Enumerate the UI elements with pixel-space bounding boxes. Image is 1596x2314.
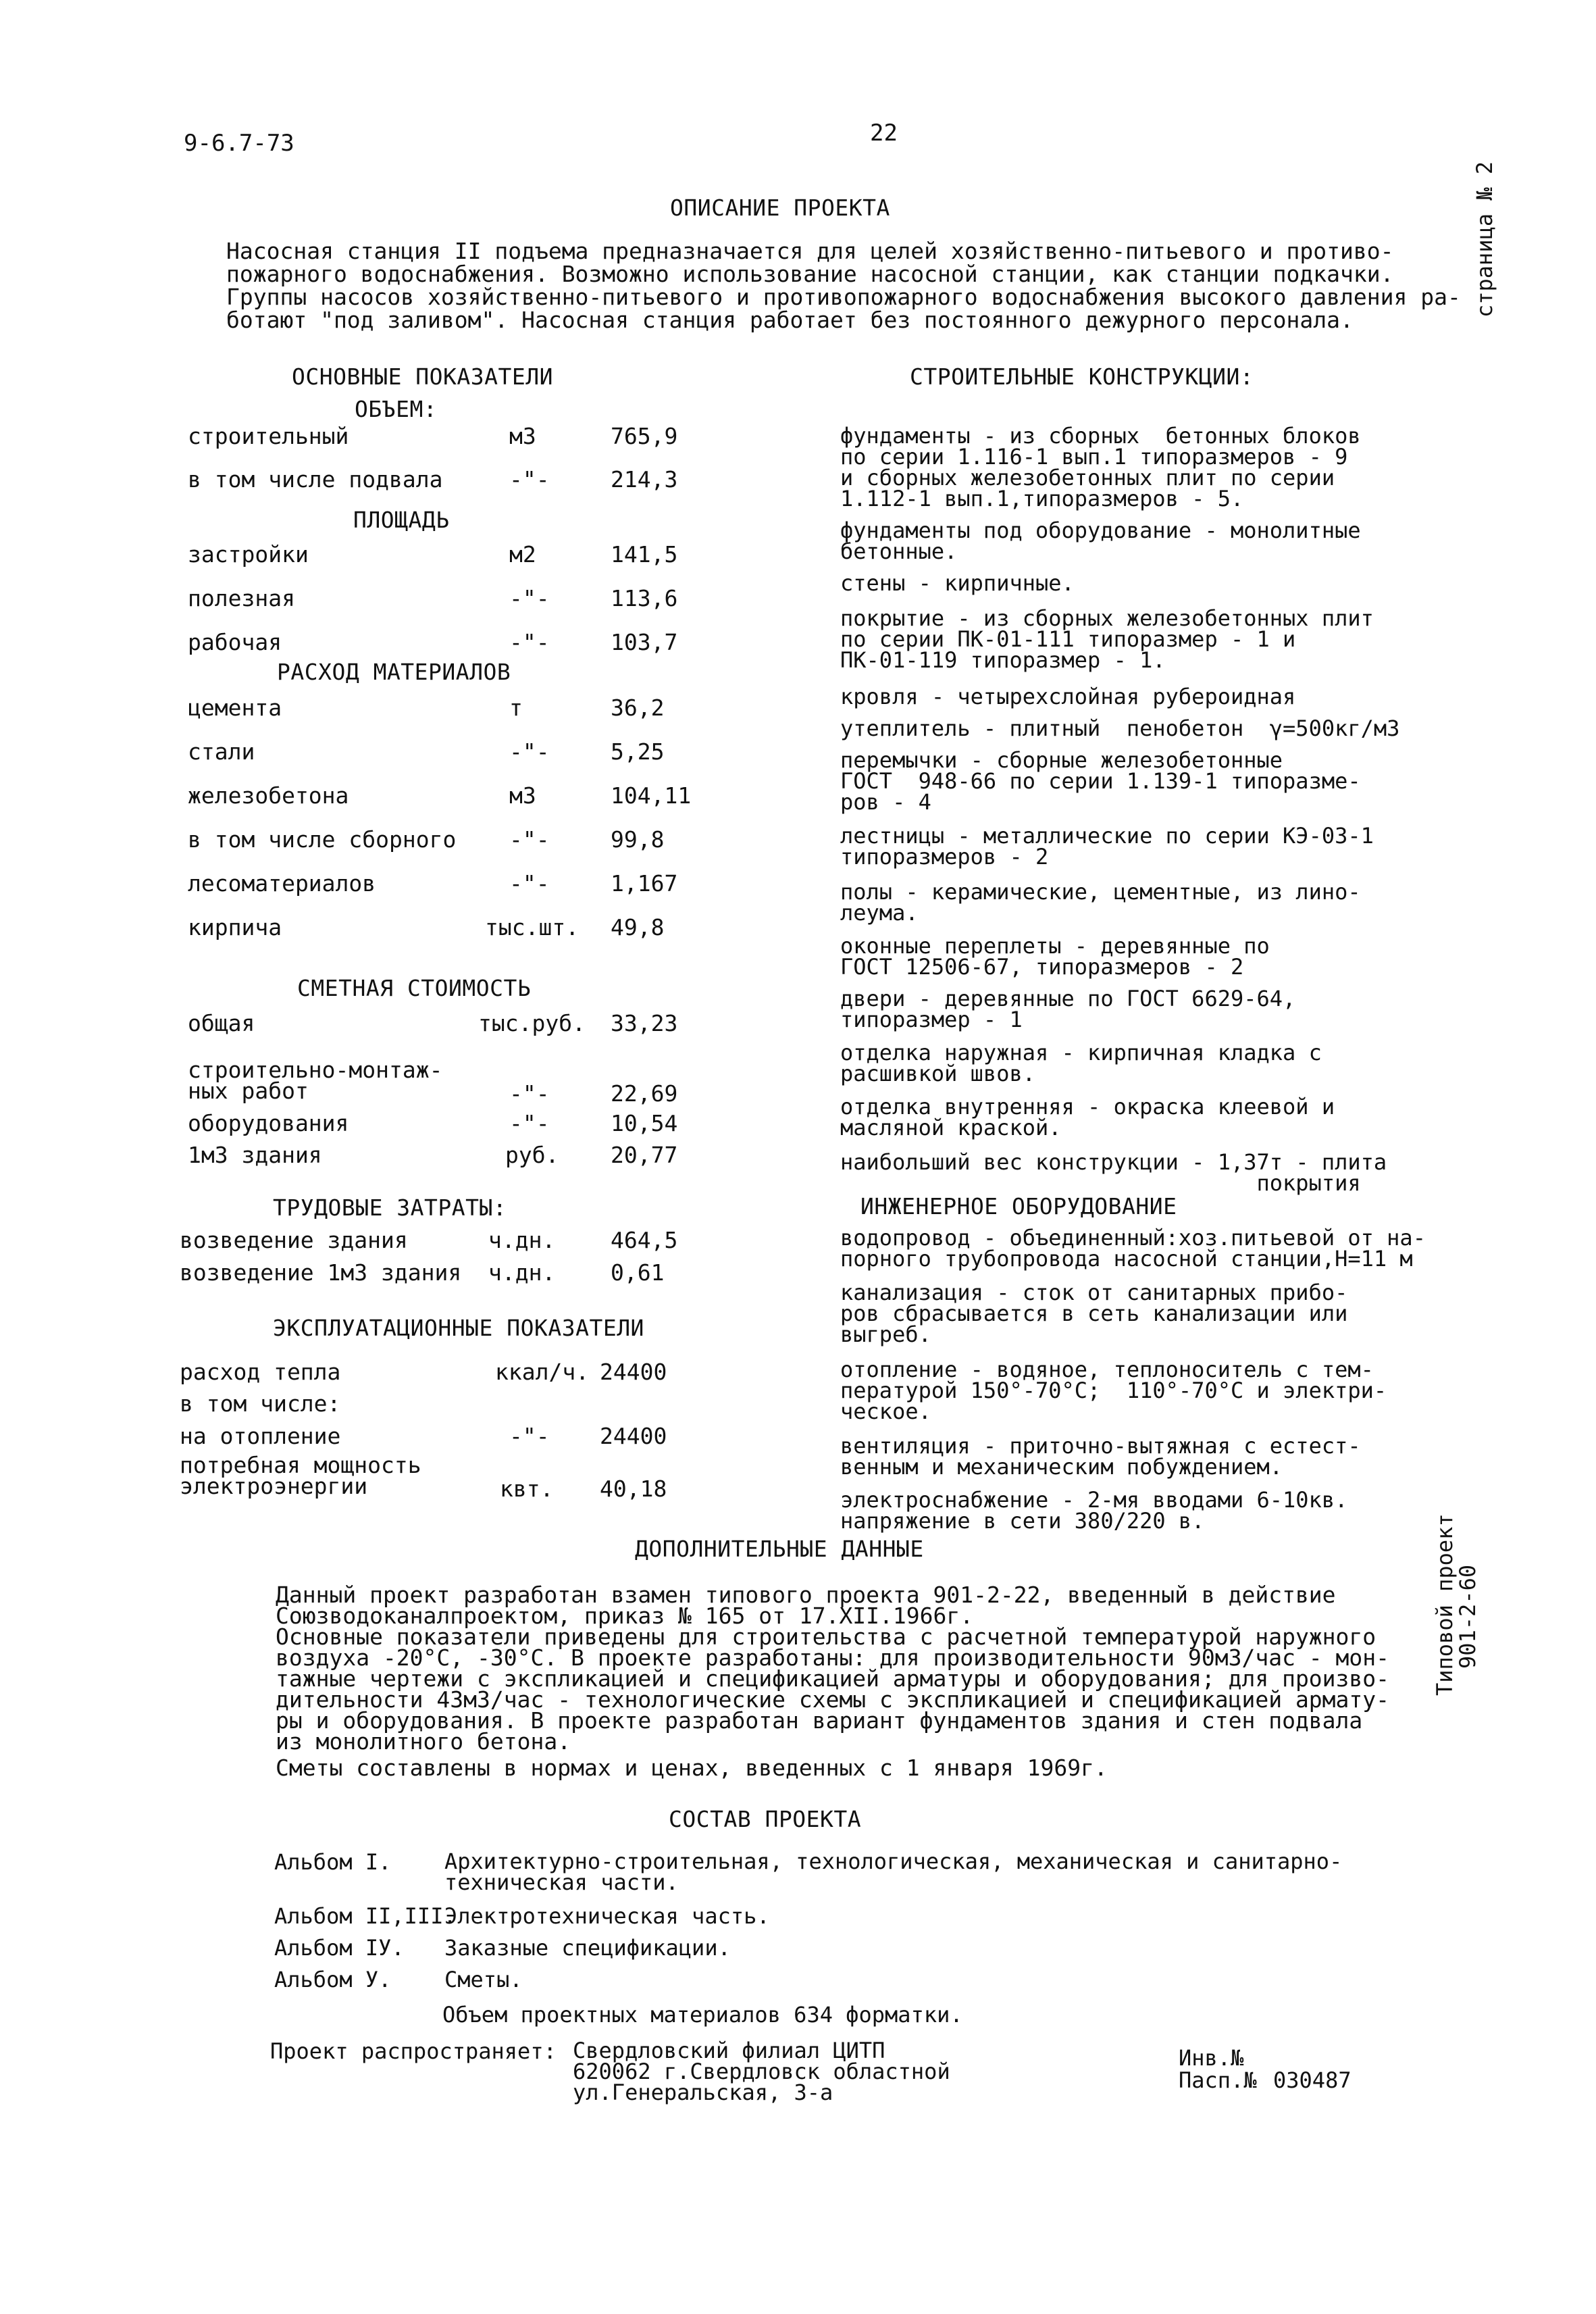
indicator-value: 5,25 — [611, 738, 665, 765]
indicator-value: 99,8 — [611, 826, 665, 853]
indicator-name: возведение здания — [180, 1227, 408, 1253]
construction-item: оконные переплеты - деревянные по ГОСТ 12506-67, типоразмеров - 2 — [840, 933, 1270, 980]
intro-line: Группы насосов хозяйственно-питьевого и противопожарного водоснабжения высокого давления ра- — [226, 284, 1461, 310]
indicator-name: рабочая — [188, 629, 282, 655]
indicator-value: 0,61 — [611, 1259, 665, 1286]
indicator-name: в том числе подвала — [188, 466, 443, 493]
intro-line: пожарного водоснабжения. Возможно использование насосной станции, как станции подкачки. — [226, 261, 1394, 287]
construction-item: двери - деревянные по ГОСТ 6629-64, типоразмер - 1 — [840, 986, 1296, 1032]
indicator-value: 24400 — [600, 1359, 667, 1385]
additional-line: ры и оборудования. В проекте разработан вариант фундаментов здания и стен подвала — [276, 1707, 1363, 1734]
indicator-value: 104,11 — [611, 782, 692, 809]
construction-item: фундаменты - из сборных бетонных блоков по серии 1.116-1 вып.1 типоразмеров - 9 и сборных железобетонных плит по серии 1.112-1 вып.1,типоразмеров - 5. — [840, 423, 1361, 511]
margin-page-label: страница № 2 — [1472, 161, 1497, 318]
indicator-unit: ч.дн. — [488, 1259, 556, 1286]
engineering-item: водопровод - объединенный:хоз.питьевой от на- порного трубопровода насосной станции,Н=11 м — [840, 1225, 1426, 1272]
construction-item: фундаменты под оборудование - монолитные бетонные. — [840, 518, 1361, 564]
indicator-name: строительный — [188, 423, 349, 449]
passport-number: 030487 — [1273, 2067, 1352, 2093]
indicator-unit: -"- — [509, 1080, 550, 1107]
intro-line: Насосная станция II подъема предназначается для целей хозяйственно-питьевого и противо- — [226, 238, 1394, 264]
left-heading: ОСНОВНЫЕ ПОКАЗАТЕЛИ — [292, 363, 553, 390]
indicator-unit: квт. — [500, 1476, 554, 1502]
additional-line: тажные чертежи с экспликацией и спецификацией арматуры и оборудования; для произво- — [276, 1665, 1390, 1692]
indicator-value: 113,6 — [611, 585, 678, 611]
indicator-unit: м2 — [509, 541, 536, 568]
engineering-item: вентиляция - приточно-вытяжная с естест- венным и механическим побуждением. — [840, 1433, 1361, 1480]
indicator-unit: -"- — [509, 1110, 550, 1136]
engineering-item: канализация - сток от санитарных прибо- ров сбрасывается в сеть канализации или выгреб. — [840, 1280, 1348, 1347]
indicator-unit: -"- — [509, 1423, 550, 1449]
indicator-unit: -"- — [509, 826, 550, 853]
construction-item: полы - керамические, цементные, из лино- леума. — [840, 879, 1361, 926]
document-code: 9-6.7-73 — [184, 130, 294, 157]
album-text: Электротехническая часть. — [444, 1903, 770, 1929]
indicator-value: 24400 — [600, 1423, 667, 1449]
indicator-name: на отопление — [180, 1423, 341, 1449]
engineering-heading: ИНЖЕНЕРНОЕ ОБОРУДОВАНИЕ — [860, 1193, 1177, 1219]
area-heading: ПЛОЩАДЬ — [353, 507, 450, 533]
intro-line: ботают "под заливом". Насосная станция работает без постоянного дежурного персонала. — [226, 307, 1354, 333]
indicator-value: 20,77 — [611, 1142, 678, 1168]
album-text: Заказные спецификации. — [444, 1935, 731, 1961]
operation-heading: ЭКСПЛУАТАЦИОННЫЕ ПОКАЗАТЕЛИ — [273, 1315, 644, 1341]
indicator-value: 214,3 — [611, 466, 678, 493]
album-text: Сметы. — [444, 1967, 523, 1992]
indicator-name: застройки — [188, 541, 309, 568]
indicator-name: общая — [188, 1010, 255, 1036]
indicator-name: возведение 1м3 здания — [180, 1259, 462, 1286]
margin-project-line: Типовой проект — [1432, 1513, 1458, 1696]
indicator-unit: тыс.руб. — [478, 1010, 586, 1036]
additional-line: из монолитного бетона. — [276, 1728, 571, 1755]
indicator-unit: -"- — [509, 585, 550, 611]
indicator-value: 103,7 — [611, 629, 678, 655]
indicator-value: 40,18 — [600, 1476, 667, 1502]
construction-item: отделка внутренняя - окраска клеевой и масляной краской. — [840, 1094, 1335, 1140]
engineering-item: электроснабжение - 2-мя вводами 6-10кв. напряжение в сети 380/220 в. — [840, 1487, 1348, 1534]
indicator-unit: -"- — [509, 466, 550, 493]
indicator-value: 141,5 — [611, 541, 678, 568]
indicator-value: 765,9 — [611, 423, 678, 449]
indicator-unit: -"- — [509, 629, 550, 655]
indicator-unit: ккал/ч. — [495, 1359, 590, 1385]
indicator-name: железобетона — [188, 782, 349, 809]
indicator-name: 1м3 здания — [188, 1142, 322, 1168]
indicator-value: 33,23 — [611, 1010, 678, 1036]
construction-item: отделка наружная - кирпичная кладка с расшивкой швов. — [840, 1040, 1322, 1086]
additional-line: Союзводоканалпроектом, приказ № 165 от 17.XII.1966г. — [276, 1603, 974, 1629]
engineering-item: отопление - водяное, теплоноситель с тем- пературой 150°-70°С; 110°-70°С и электри- ческое. — [840, 1357, 1387, 1424]
volume-heading: ОБЪЕМ: — [355, 396, 438, 422]
indicator-unit: -"- — [509, 870, 550, 897]
page-title: ОПИСАНИЕ ПРОЕКТА — [670, 195, 890, 221]
indicator-name: строительно-монтаж- ных работ — [188, 1057, 443, 1104]
indicator-unit: тыс.шт. — [485, 914, 580, 940]
indicator-name: оборудования — [188, 1110, 349, 1136]
indicator-value: 464,5 — [611, 1227, 678, 1253]
right-heading: СТРОИТЕЛЬНЫЕ КОНСТРУКЦИИ: — [910, 363, 1254, 390]
album-label: Альбом I. — [274, 1849, 392, 1875]
distributor-line: 620062 г.Свердловск областной — [573, 2059, 950, 2084]
indicator-unit: т — [509, 695, 523, 721]
volume-note: Объем проектных материалов 634 форматки. — [442, 2002, 963, 2028]
additional-line: воздуха -20°С, -30°С. В проекте разработаны: для производительности 90м3/час - мон- — [276, 1644, 1390, 1671]
construction-item: наибольший вес конструкции - 1,37т - плита покрытия — [840, 1149, 1387, 1196]
indicator-unit: -"- — [509, 738, 550, 765]
indicator-value: 1,167 — [611, 870, 678, 897]
additional-heading: ДОПОЛНИТЕЛЬНЫЕ ДАННЫЕ — [635, 1536, 924, 1562]
additional-paragraph — [276, 1582, 1390, 1781]
indicator-value: 22,69 — [611, 1080, 678, 1107]
indicator-name: расход тепла — [180, 1359, 341, 1385]
labor-heading: ТРУДОВЫЕ ЗАТРАТЫ: — [273, 1194, 507, 1221]
construction-item: лестницы - металлические по серии КЭ-03-1 типоразмеров - 2 — [840, 823, 1374, 870]
additional-line: Основные показатели приведены для строительства с расчетной температурой наружного — [276, 1624, 1376, 1650]
indicator-unit: м3 — [509, 423, 536, 449]
margin-project-label — [1433, 1513, 1479, 1696]
album-label: Альбом II,III. — [274, 1903, 457, 1929]
indicator-name: кирпича — [188, 914, 282, 940]
indicator-name: в том числе: — [180, 1390, 341, 1417]
album-label: Альбом У. — [274, 1967, 392, 1992]
indicator-name: цемента — [188, 695, 282, 721]
margin-project-line: 901-2-60 — [1455, 1564, 1481, 1669]
construction-item: утеплитель - плитный пенобетон γ=500кг/м3 — [840, 715, 1400, 741]
construction-item: стены - кирпичные. — [840, 570, 1075, 596]
construction-item: покрытие - из сборных железобетонных плит по серии ПК-01-111 типоразмер - 1 и ПК-01-119 типоразмер - 1. — [840, 605, 1374, 673]
additional-line: дительности 43м3/час - технологические схемы с экспликацией и спецификацией армату- — [276, 1686, 1390, 1713]
indicator-name: потребная мощность электроэнергии — [180, 1452, 421, 1499]
indicator-name: в том числе сборного — [188, 826, 457, 853]
distributor-line: ул.Генеральская, 3-а — [573, 2080, 833, 2105]
cost-heading: СМЕТНАЯ СТОИМОСТЬ — [297, 975, 532, 1001]
albums-list — [274, 1848, 1422, 2027]
indicator-value: 36,2 — [611, 695, 665, 721]
indicator-unit: ч.дн. — [488, 1227, 556, 1253]
passport-number-label: Пасп.№ — [1179, 2067, 1257, 2093]
inventory-number-label: Инв.№ — [1179, 2045, 1244, 2071]
album-label: Альбом IУ. — [274, 1935, 405, 1961]
construction-item: перемычки - сборные железобетонные ГОСТ 948-66 по серии 1.139-1 типоразме- ров - 4 — [840, 747, 1361, 815]
composition-heading: СОСТАВ ПРОЕКТА — [669, 1806, 862, 1832]
album-text: Архитектурно-строительная, технологическая, механическая и санитарно- техническая части. — [444, 1848, 1343, 1895]
page-number: 22 — [870, 120, 898, 147]
distributor-line: Свердловский филиал ЦИТП — [573, 2038, 885, 2063]
indicator-value: 49,8 — [611, 914, 665, 940]
indicator-name: полезная — [188, 585, 295, 611]
materials-heading: РАСХОД МАТЕРИАЛОВ — [277, 659, 511, 685]
distributor-label: Проект распространяет: — [270, 2038, 557, 2064]
indicator-name: стали — [188, 738, 255, 765]
construction-item: кровля - четырехслойная рубероидная — [840, 684, 1296, 709]
indicator-unit: м3 — [509, 782, 536, 809]
indicator-value: 10,54 — [611, 1110, 678, 1136]
additional-line: Данный проект разработан взамен типового проекта 901-2-22, введенный в действие — [276, 1582, 1336, 1608]
indicator-name: лесоматериалов — [188, 870, 376, 897]
additional-line: Сметы составлены в нормах и ценах, введенных с 1 января 1969г. — [276, 1755, 1108, 1781]
distributor-address — [573, 2040, 950, 2103]
indicator-unit: руб. — [505, 1142, 559, 1168]
